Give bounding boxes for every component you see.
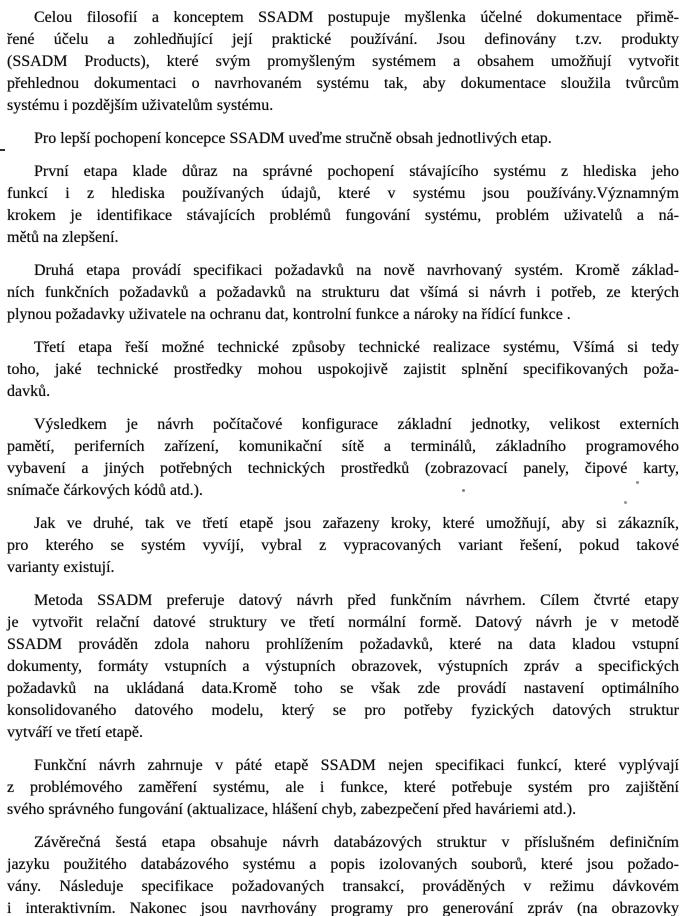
text-line: varianty existují. xyxy=(7,559,115,576)
text-line: Jak ve druhé, tak ve třetí etapě jsou zařazeny kroky, které umožňují, aby si zákazník, xyxy=(34,515,679,532)
text-line: (SSADM Products), které svým promyšleným systémem a obsahem umožňují vytvořit xyxy=(7,53,679,70)
text-line: dokumenty, formáty vstupních a výstupních obrazovek, výstupních zpráv a specifických xyxy=(7,658,679,675)
text-line: toho, jaké technické prostředky mohou uspokojivě zajistit splnění specifikovaných poža- xyxy=(7,361,679,378)
text-line: systému i pozdějším uživatelům systému. xyxy=(7,97,274,114)
text-line: Funkční návrh zahrnuje v páté etapě SSADM nejen specifikaci funkcí, které vyplývají xyxy=(34,757,679,774)
text-line: mětů na zlepšení. xyxy=(7,229,119,246)
paragraph xyxy=(7,128,679,150)
paragraph xyxy=(7,7,679,117)
paragraph xyxy=(7,755,679,821)
text-line: vány. Následuje specifikace požadovaných transakcí, prováděných v režimu dávkovém xyxy=(7,878,679,895)
text-line: Metoda SSADM preferuje datový návrh před funkčním návrhem. Cílem čtvrté etapy xyxy=(34,592,679,609)
text-line: z problémového zaměření systému, ale i funkce, které potřebuje systém pro zajištění xyxy=(7,779,679,796)
text-line: svého správného fungování (aktualizace, hlášení chyb, zabezpečení před haváriemi atd.). xyxy=(7,801,577,818)
text-line: Výsledkem je návrh počítačové konfigurace základní jednotky, velikost externích xyxy=(34,416,679,433)
scan-artifact-scan-dot-1 xyxy=(462,489,465,492)
text-line: řené účelu a zohledňující její praktické používání. Jsou definovány t.zv. produkty xyxy=(7,31,679,48)
text-line: vybavení a jiných potřebných technických prostředků (zobrazovací panely, čipové karty, xyxy=(7,460,679,477)
paragraph xyxy=(7,832,679,916)
paragraph xyxy=(7,590,679,744)
text-line: Pro lepší pochopení koncepce SSADM uveďme stručně obsah jednotlivých etap. xyxy=(34,130,552,147)
paragraph xyxy=(7,260,679,326)
text-line: SSADM prováděn zdola nahoru prohlížením požadavků, které na data kladou vstupní xyxy=(7,636,679,653)
text-line: i interaktivním. Nakonec jsou navrhovány programy pro generování zpráv (na obrazovky xyxy=(7,900,679,916)
text-line: plynou požadavky uživatele na ochranu dat, kontrolní funkce a nároky na řídící funkce . xyxy=(7,306,571,323)
text-line: snímače čárkových kódů atd.). xyxy=(7,482,203,499)
text-line: První etapa klade důraz na správné pochopení stávajícího systému z hlediska jeho xyxy=(34,163,679,180)
text-line: ních funkčních požadavků a požadavků na strukturu dat všímá si návrh i potřeb, ze kterých xyxy=(7,284,679,301)
text-line: je vytvořit relační datové struktury ve třetí normální formě. Datový návrh je v metodě xyxy=(7,614,679,631)
scan-artifact-scan-dot-2 xyxy=(636,481,639,484)
text-line: pamětí, periferních zařízení, komunikační sítě a terminálů, základního programového xyxy=(7,438,679,455)
text-line: konsolidovaného datového modelu, který se pro potřeby fyzických datových struktur xyxy=(7,702,679,719)
text-line: jazyku použitého databázového systému a popis izolovaných souborů, které jsou požado- xyxy=(7,856,679,873)
text-line: Druhá etapa provádí specifikaci požadavků na nově navrhovaný systém. Kromě základ- xyxy=(34,262,679,279)
text-line: pro kterého se systém vyvíjí, vybral z vypracovaných variant řešení, pokud takové xyxy=(7,537,679,554)
text-line: funkcí i z hlediska používaných údajů, které v systému jsou používány.Významným xyxy=(7,185,679,202)
text-line: Celou filosofií a konceptem SSADM postupuje myšlenka účelné dokumentace přimě- xyxy=(34,9,679,26)
paragraph xyxy=(7,513,679,579)
text-line: davků. xyxy=(7,383,51,400)
paragraph xyxy=(7,337,679,403)
text-line: Závěrečná šestá etapa obsahuje návrh databázových struktur v příslušném definičním xyxy=(34,834,679,851)
paragraph xyxy=(7,161,679,249)
scan-artifact-scan-dot-3 xyxy=(624,501,627,504)
text-line: Třetí etapa řeší možné technické způsoby technické realizace systému, Všímá si tedy xyxy=(34,339,679,356)
text-line: požadavků na ukládaná data.Kromě toho se však zde provádí nastavení optimálního xyxy=(7,680,679,697)
paragraph xyxy=(7,414,679,502)
text-line: přehlednou dokumentaci o navrhovaném systému tak, aby dokumentace sloužila tvůrcům xyxy=(7,75,679,92)
scan-artifact-margin-dash xyxy=(0,149,5,151)
text-line: vytváří ve třetí etapě. xyxy=(7,724,143,741)
text-line: krokem je identifikace stávajících problémů fungování systému, problém uživatelů a ná- xyxy=(7,207,679,224)
